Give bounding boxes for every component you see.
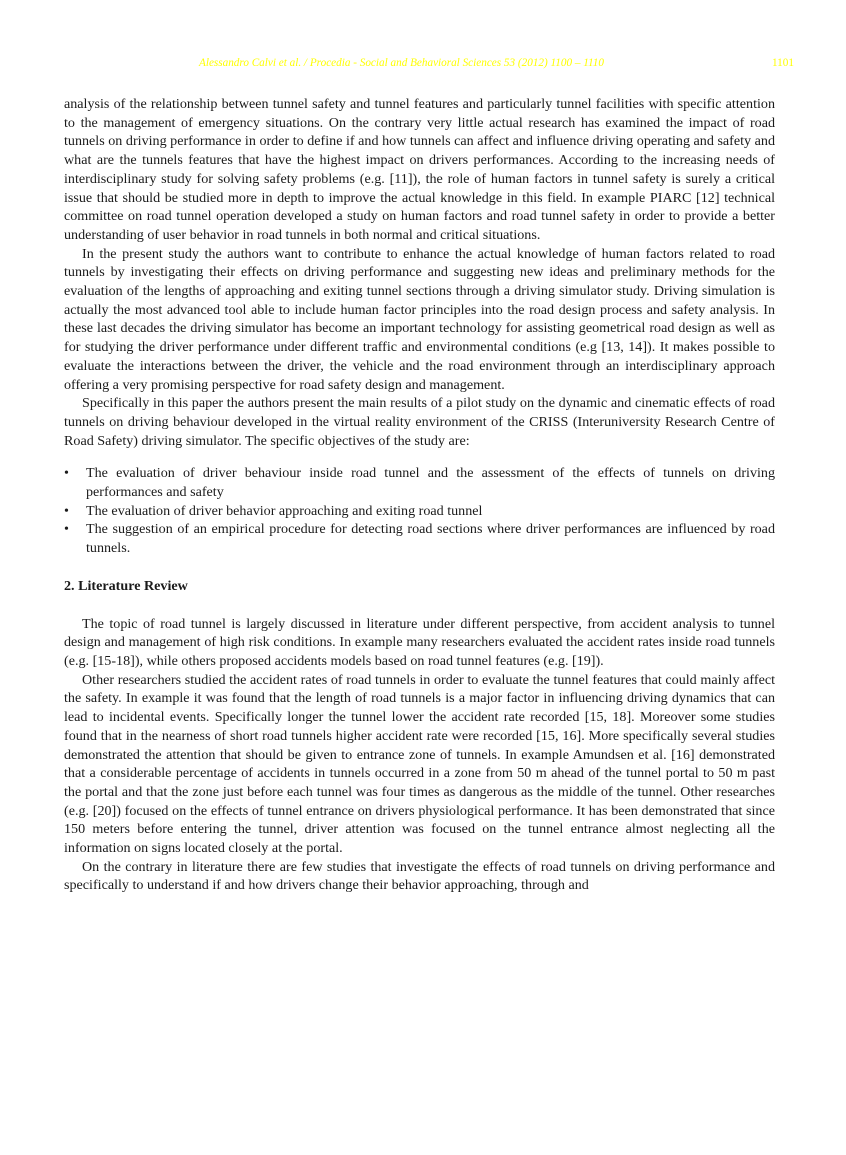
list-item-text: The evaluation of driver behaviour inside road tunnel and the assessment of the effects of tunnels on driving performances and safety [86,465,775,501]
paragraph-present-study: In the present study the authors want to contribute to enhance the actual knowledge of human factors related to road tunnels by investigating their effects on driving performance and suggesting new ideas and preliminary methods for the evaluation of the lengths of approaching and exiting tunnel sections through a driving simulator study. Driving simulation is actually the most advanced tool able to include human factor principles into the road design process and safety analysis. In these last decades the driving simulator has become an important technology for assisting geometrical road design as well as for studying the driver performance under different traffic and environmental conditions (e.g [13, 14]). It makes possible to evaluate the interactions between the driver, the vehicle and the road environment through an interdisciplinary approach offering a very promising perspective for road safety design and management. [64,245,775,393]
page-header [0,57,846,73]
list-item [64,464,775,501]
bullet-icon: • [64,465,69,482]
paragraph-literature-topic: The topic of road tunnel is largely discussed in literature under different perspective, from accident analysis to tunnel design and management of high risk conditions. In example many researchers evaluated the accident rates inside road tunnels (e.g. [15-18]), while others proposed accidents models based on road tunnel features (e.g. [19]). [64,615,775,669]
list-item [64,520,775,557]
list-item-text: The suggestion of an empirical procedure for detecting road sections where driver performances are influenced by road tunnels. [86,521,775,557]
list-item-text: The evaluation of driver behavior approaching and exiting road tunnel [86,502,483,519]
page-number: 1101 [772,57,794,69]
bullet-icon: • [64,521,69,538]
page-body [64,95,775,895]
paragraph-intro-continued: analysis of the relationship between tunnel safety and tunnel features and particularly tunnel facilities with specific attention to the management of emergency situations. On the contrary very little actual research has examined the impact of road tunnels on driving performance in order to define if and how tunnels can affect and influence driving operating and safety and what are the tunnels features that have the highest impact on drivers performances. According to the increasing needs of interdisciplinary study for solving safety problems (e.g. [11]), the role of human factors in tunnel safety is surely a critical issue that should be studied more in depth to improve the actual knowledge in this field. In example PIARC [12] technical committee on road tunnel operation developed a study on human factors and road tunnel safety in order to provide a better understanding of user behavior in road tunnels in both normal and critical situations. [64,96,775,243]
paragraph-few-studies: On the contrary in literature there are few studies that investigate the effects of road tunnels on driving performance and specifically to understand if and how drivers change their behavior approaching, through and [64,858,775,894]
running-head: Alessandro Calvi et al. / Procedia - Social and Behavioral Sciences 53 (2012) 1100 – 1110 [199,57,604,69]
bullet-icon: • [64,502,69,519]
section-heading: 2. Literature Review [64,577,188,594]
paragraph-specific-objectives: Specifically in this paper the authors present the main results of a pilot study on the dynamic and cinematic effects of road tunnels on driving behaviour developed in the virtual reality environment of the CRISS (Interuniversity Research Centre of Road Safety) driving simulator. The specific objectives of the study are: [64,395,775,449]
objectives-list [64,464,775,558]
list-item [64,502,775,521]
paragraph-accident-rates: Other researchers studied the accident rates of road tunnels in order to evaluate the tunnel features that could mainly affect the safety. In example it was found that the length of road tunnels is a major factor in influencing driving dynamics that can lead to incidental events. Specifically longer the tunnel lower the accident rate recorded [15, 18]. Moreover some studies found that in the nearness of short road tunnels higher accident rate were recorded [15, 16]. More specifically several studies demonstrated the attention that should be given to entrance zone of tunnels. In example Amundsen et al. [16] demonstrated that a considerable percentage of accidents in tunnels occurred in a zone from 50 m ahead of the tunnel portal to 50 m past the portal and that the zone just before each tunnel was four times as dangerous as the middle of the tunnel. Other researches (e.g. [20]) focused on the effects of tunnel entrance on drivers physiological performance. It has been demonstrated that since 150 meters before entering the tunnel, driver attention was focused on the tunnel entrance almost neglecting all the information on signs located closely at the portal. [64,671,775,857]
